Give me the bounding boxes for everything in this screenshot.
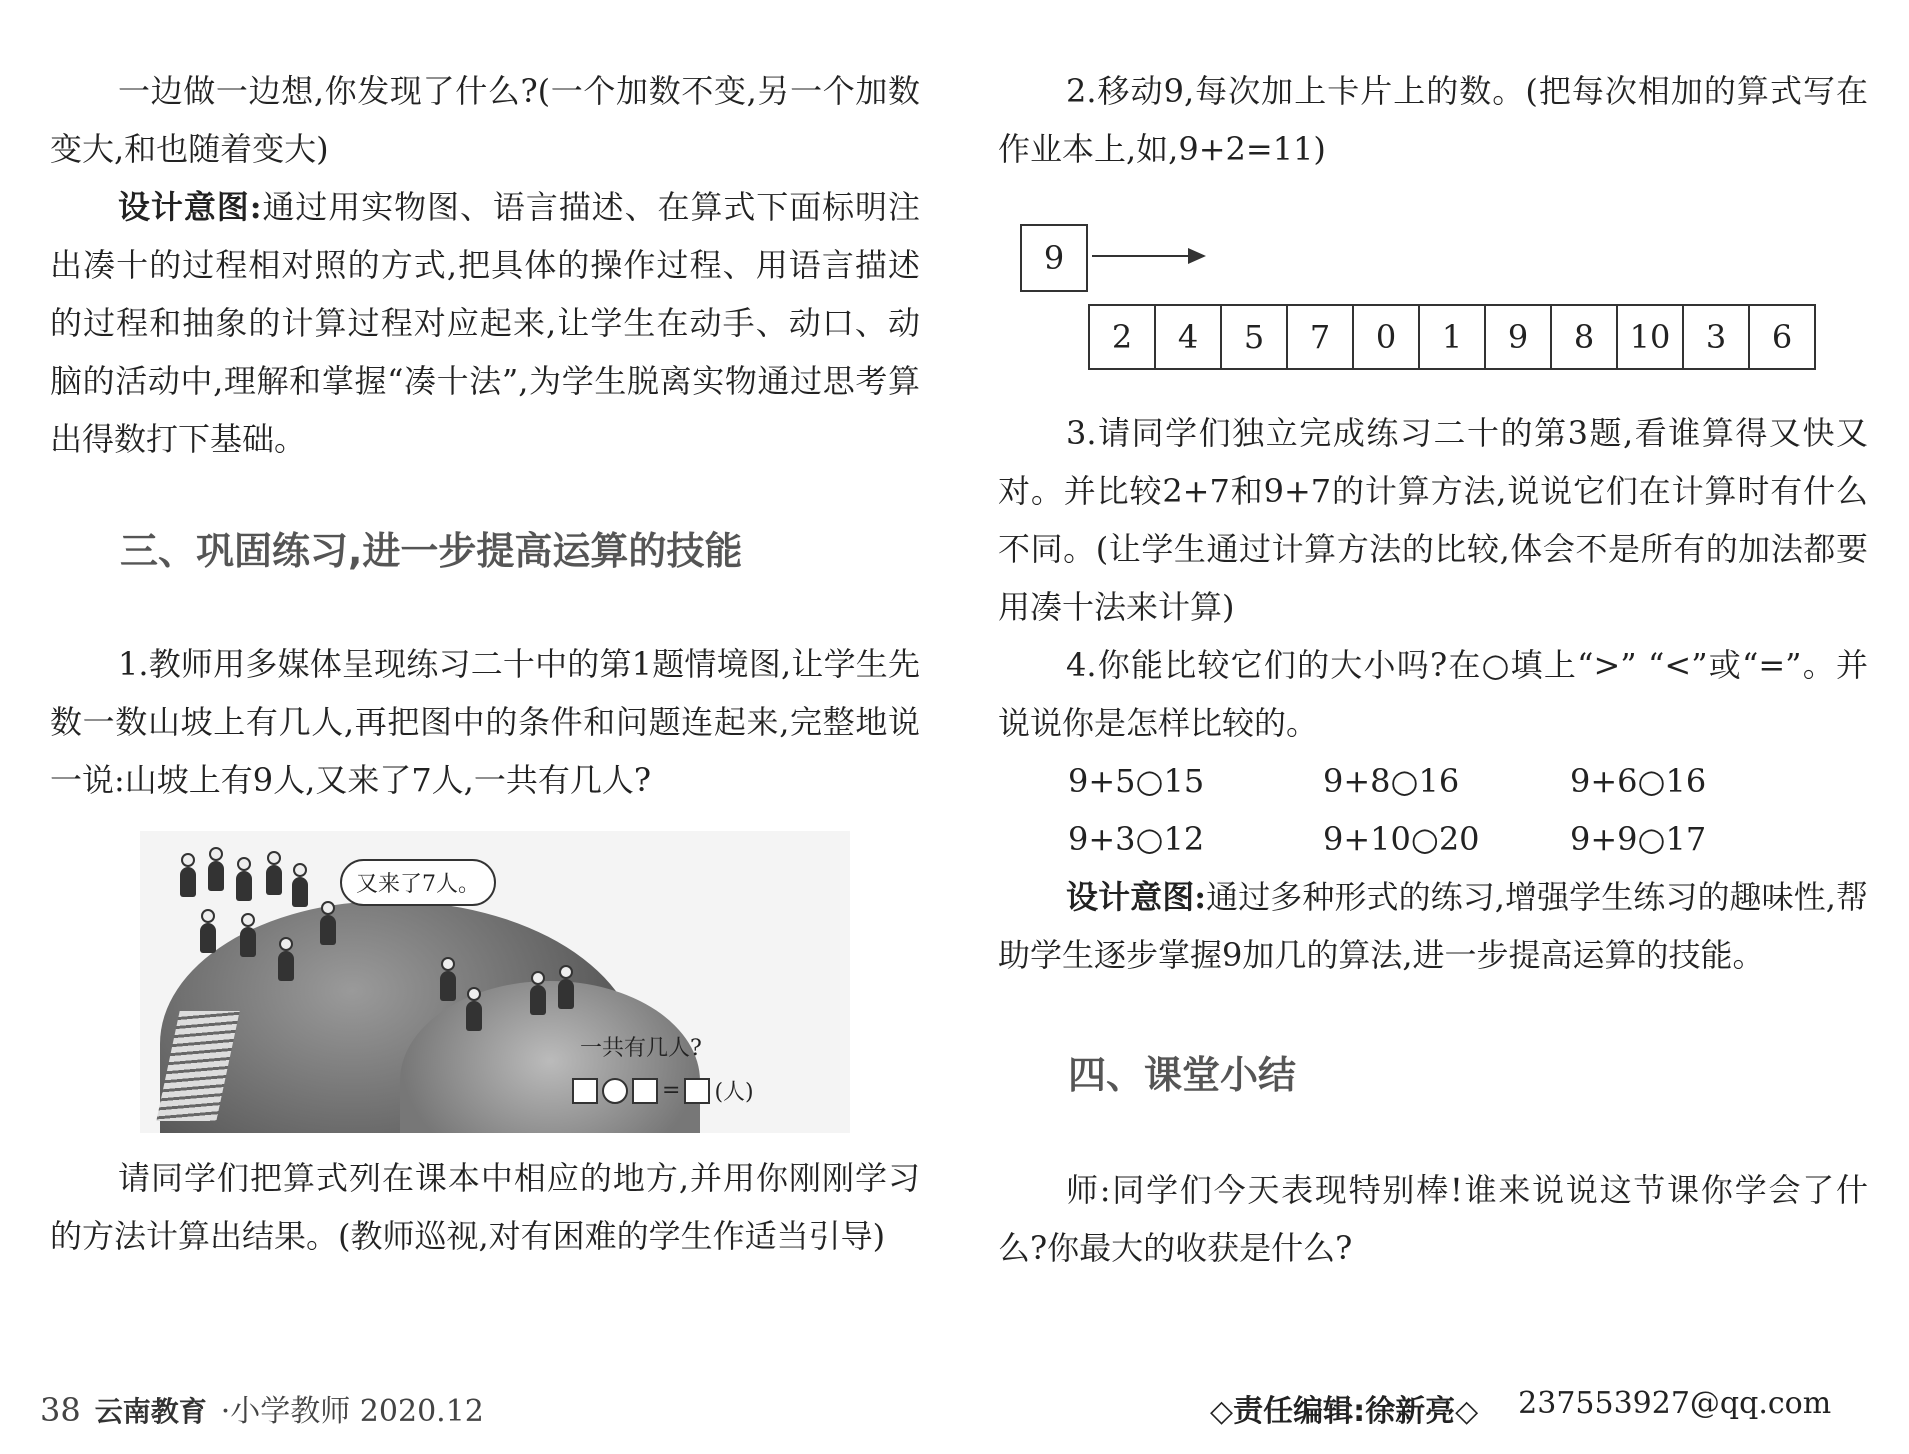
section-heading-3: 三、巩固练习,进一步提高运算的技能	[120, 529, 743, 573]
comparison-item: 9+9○17	[1570, 820, 1707, 858]
comparison-grid	[998, 752, 1868, 868]
number-card: 2	[1090, 306, 1156, 368]
number-card: 7	[1288, 306, 1354, 368]
design-intent-text: 通过多种形式的练习,增强学生练习的趣味性,帮助学生逐步掌握9加几的算法,进一步提高运算的技能。	[998, 878, 1868, 974]
design-intent-1	[50, 178, 920, 468]
unit-label: (人)	[714, 1080, 754, 1105]
card-diagram	[998, 204, 1868, 404]
comparison-item: 9+8○16	[1323, 762, 1460, 800]
design-intent-text: 通过用实物图、语言描述、在算式下面标明注出凑十的过程相对照的方式,把具体的操作过程、用语言描述的过程和抽象的计算过程对应起来,让学生在动手、动口、动脑的活动中,理解和掌握“凑十法”,为学生脱离实物通过思考算出得数打下基础。	[50, 188, 920, 458]
design-intent-label: 设计意图:	[1066, 878, 1207, 916]
editor-credit: ◇责任编辑:徐新亮◇	[1210, 1394, 1479, 1429]
number-card: 9	[1486, 306, 1552, 368]
number-cards-row	[1088, 304, 1816, 370]
paragraph-instruction: 请同学们把算式列在课本中相应的地方,并用你刚刚学习的方法计算出结果。(教师巡视,对有困难的学生作适当引导)	[50, 1159, 920, 1255]
section-heading-4: 四、课堂小结	[1068, 1053, 1297, 1097]
exercise-2: 2.移动9,每次加上卡片上的数。(把每次相加的算式写在作业本上,如,9+2=11)	[998, 72, 1868, 168]
journal-brand: 云南教育	[94, 1395, 207, 1428]
blank-square	[632, 1078, 658, 1104]
child-figure	[530, 985, 546, 1015]
exercise-4: 4.你能比较它们的大小吗?在○填上“>” “<”或“=”。并说说你是怎样比较的。	[998, 646, 1868, 742]
child-figure	[240, 927, 256, 957]
footer-right	[1210, 1386, 1831, 1430]
page-number: 38	[40, 1391, 81, 1429]
exercise-1: 1.教师用多媒体呈现练习二十中的第1题情境图,让学生先数一数山坡上有几人,再把图中的条件和问题连起来,完整地说一说:山坡上有9人,又来了7人,一共有几人?	[50, 645, 920, 799]
number-card: 4	[1156, 306, 1222, 368]
number-card: 1	[1420, 306, 1486, 368]
paragraph-observation: 一边做一边想,你发现了什么?(一个加数不变,另一个加数变大,和也随着变大)	[50, 72, 920, 168]
child-figure	[558, 979, 574, 1009]
comparison-item: 9+10○20	[1323, 820, 1480, 858]
child-figure	[278, 951, 294, 981]
editor-email: 237553927@qq.com	[1518, 1386, 1832, 1421]
child-figure	[180, 867, 196, 897]
blank-circle	[602, 1078, 628, 1104]
child-figure	[320, 915, 336, 945]
footer-left	[40, 1386, 484, 1430]
child-figure	[236, 871, 252, 901]
child-figure	[208, 861, 224, 891]
equals-sign: =	[662, 1078, 681, 1103]
child-figure	[266, 865, 282, 895]
exercise-3: 3.请同学们独立完成练习二十的第3题,看谁算得又快又对。并比较2+7和9+7的计算方法,说说它们在计算时有什么不同。(让学生通过计算方法的比较,体会不是所有的加法都要用凑十法来计算)	[998, 414, 1868, 626]
number-card: 8	[1552, 306, 1618, 368]
number-card: 6	[1771, 318, 1793, 356]
illustration-question: 一共有几人?	[580, 1036, 702, 1061]
comparison-item: 9+6○16	[1570, 762, 1707, 800]
design-intent-label: 设计意图:	[118, 188, 262, 226]
hill-scene-illustration	[140, 831, 850, 1133]
right-column	[998, 62, 1868, 1277]
child-figure	[292, 877, 308, 907]
child-figure	[200, 923, 216, 953]
number-card: 5	[1222, 306, 1288, 368]
comparison-item: 9+3○12	[1068, 820, 1205, 858]
number-card: 0	[1354, 306, 1420, 368]
nine-card: 9	[1020, 224, 1088, 292]
number-card: 10	[1618, 306, 1684, 368]
left-column	[50, 62, 920, 1265]
design-intent-2	[998, 868, 1868, 984]
blank-square	[572, 1078, 598, 1104]
equation-template	[572, 1075, 754, 1106]
blank-square	[684, 1078, 710, 1104]
speech-bubble: 又来了7人。	[340, 859, 496, 906]
number-card: 3	[1684, 306, 1750, 368]
journal-issue: ·小学教师 2020.12	[220, 1394, 484, 1429]
arrow-right-icon	[1092, 255, 1204, 257]
summary-paragraph: 师:同学们今天表现特别棒!谁来说说这节课你学会了什么?你最大的收获是什么?	[998, 1171, 1868, 1267]
child-figure	[440, 971, 456, 1001]
comparison-item: 9+5○15	[1068, 762, 1205, 800]
child-figure	[466, 1001, 482, 1031]
